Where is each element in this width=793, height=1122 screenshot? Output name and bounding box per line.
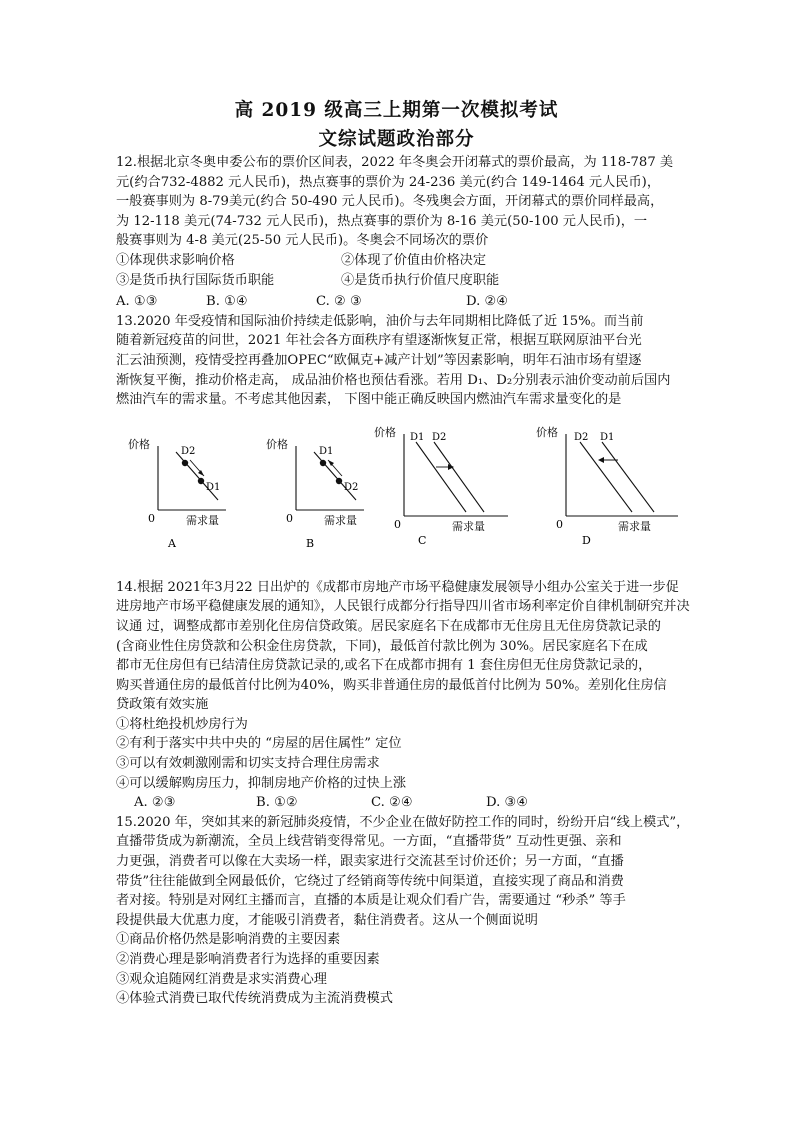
y-axis-label: 价格: [374, 425, 396, 439]
origin-label: 0: [286, 511, 293, 525]
y-axis-label: 价格: [128, 437, 150, 451]
y-axis-label: 价格: [536, 425, 558, 439]
answer-options: [116, 292, 686, 312]
question-line: 15.2020 年，突如其来的新冠肺炎疫情，不少企业在做好防控工作的同时，纷纷开启“线上模式”，: [116, 814, 690, 830]
question-12: [116, 153, 686, 312]
question-line: 14.根据 2021年3月22 日出炉的《成都市房地产市场平稳健康发展领导小组办公室关于进一步促: [116, 579, 679, 595]
graph-c[interactable]: [370, 420, 510, 550]
y-axis-label: 价格: [266, 437, 288, 451]
graph-letter: C: [418, 533, 427, 547]
option-b[interactable]: B. ①②: [256, 795, 298, 811]
x-axis-label: 需求量: [324, 513, 357, 527]
question-line: (含商业性住房贷款和公积金住房贷款，下同)，最低首付款比例为 30%。居民家庭名下在成: [116, 638, 648, 654]
curve-label: D2: [432, 431, 447, 443]
question-line: 渐恢复平衡，推动价格走高， 成品油价格也预估看涨。若用 D₁、D₂分别表示油价变动前后国内: [116, 372, 671, 388]
option-d[interactable]: D. ②④: [466, 294, 509, 310]
option-a[interactable]: A. ①③: [116, 294, 158, 310]
statement: ④可以缓解购房压力，抑制房地产价格的过快上涨: [116, 775, 407, 791]
graph-d[interactable]: [530, 420, 680, 550]
exam-body: [116, 153, 690, 1009]
question-line: 汇云油预测，疫情受控再叠加OPEC“欧佩克+减产计划”等因素影响，明年石油市场有望逐: [116, 352, 642, 368]
statement: ①将杜绝投机炒房行为: [116, 716, 248, 732]
question-line: 段提供最大优惠力度，才能吸引消费者，黏住消费者。这从一个侧面说明: [116, 912, 538, 928]
question-line: 随着新冠疫苗的问世，2021 年社会各方面秩序有望逐渐恢复正常，根据互联网原油平台光: [116, 333, 642, 349]
statement-row: [116, 271, 686, 291]
statement: ①体现供求影响价格: [116, 252, 235, 268]
question-line: 进房地产市场平稳健康发展的通知》，人民银行成都分行指导四川省市场利率定价自律机制研究并决: [116, 599, 690, 615]
question-line: 购买普通住房的最低首付比例为40%，购买非普通住房的最低首付比例为 50%。差别化住房信: [116, 677, 667, 693]
point-d1: [320, 460, 326, 466]
question-line: 12.根据北京冬奥申委公布的票价区间表，2022 年冬奥会开闭幕式的票价最高，为 118-787 美: [116, 155, 674, 170]
graph-b[interactable]: [266, 432, 376, 550]
point-d2: [336, 478, 342, 484]
curve-label: D2: [574, 431, 589, 443]
option-b[interactable]: B. ①④: [206, 294, 248, 310]
curve-label: D1: [319, 445, 334, 457]
question-line: 13.2020 年受疫情和国际油价持续走低影响，油价与去年同期相比降低了近 15%。而当前: [116, 313, 644, 329]
curve-label: D2: [344, 481, 359, 493]
exam-title: 高 2019 级高三上期第一次模拟考试: [234, 100, 559, 121]
graph-a[interactable]: [128, 432, 238, 550]
option-a[interactable]: A. ②③: [134, 795, 176, 811]
statement-row: [116, 251, 686, 271]
option-c[interactable]: C. ② ③: [316, 294, 362, 310]
demand-graphs: [116, 420, 686, 570]
curve-label: D2: [181, 445, 196, 457]
question-line: 带货”往往能做到全网最低价，它绕过了经销商等传统中间渠道，直接实现了商品和消费: [116, 873, 624, 889]
demand-curve-d2: [580, 442, 632, 512]
question-line: 一般赛事则为 8-79美元(约合 50-490 元人民币)。冬残奥会方面，开闭幕式的票价同样最高，: [116, 194, 664, 210]
question-line: 直播带货成为新潮流，全员上线营销变得常见。一方面，“直播带货” 互动性更强、亲和: [116, 834, 622, 850]
x-axis-label: 需求量: [452, 519, 485, 533]
arrow-head: [598, 457, 604, 463]
answer-options: [116, 793, 686, 813]
statement: ④是货币执行价值尺度职能: [341, 272, 500, 288]
graph-letter: B: [306, 536, 315, 550]
question-line: 贷政策有效实施: [116, 697, 209, 713]
point-d1: [198, 478, 204, 484]
question-14: [116, 578, 690, 813]
question-line: 都市无住房但有已结清住房贷款记录的,或名下在成都市拥有 1 套住房但无住房贷款记录的，: [116, 658, 652, 674]
option-d[interactable]: D. ③④: [486, 795, 529, 811]
statement: ②有利于落实中共中央的 “房屋的居住属性” 定位: [116, 736, 402, 752]
statement: ①商品价格仍然是影响消费的主要因素: [116, 932, 341, 948]
option-c[interactable]: C. ②④: [371, 795, 413, 811]
point-d2: [182, 460, 188, 466]
graph-letter: A: [168, 536, 176, 550]
statement: ③可以有效刺激刚需和切实支持合理住房需求: [116, 756, 380, 772]
curve-label: D1: [600, 431, 615, 443]
graph-letter: D: [582, 533, 591, 547]
statement: ③是货币执行国际货币职能: [116, 272, 275, 288]
question-15: [116, 813, 690, 1009]
question-line: 者对接。特别是对网红主播而言，直播的本质是让观众们看广告，需要通过 “秒杀” 等手: [116, 893, 626, 909]
curve-label: D1: [410, 431, 425, 443]
statement: ②消费心理是影响消费者行为选择的重要因素: [116, 952, 380, 967]
exam-subtitle: 文综试题政治部分: [318, 129, 475, 150]
statement: ②体现了价值由价格决定: [341, 252, 487, 268]
question-13: [116, 312, 686, 570]
origin-label: 0: [148, 511, 155, 525]
curve-label: D1: [206, 481, 221, 493]
arrow-head: [328, 460, 334, 466]
origin-label: 0: [394, 517, 401, 531]
question-line: 燃油汽车的需求量。不考虑其他因素， 下图中能正确反映国内燃油汽车需求量变化的是: [116, 392, 622, 408]
question-line: 般赛事则为 4-8 美元(25-50 元人民币)。冬奥会不同场次的票价: [116, 233, 489, 249]
question-line: 为 12-118 美元(74-732 元人民币)，热点赛事的票价为 8-16 美元(50-100 元人民币)，一: [116, 213, 648, 229]
statement: ④体验式消费已取代传统消费成为主流消费模式: [116, 991, 393, 1007]
question-line: 议通 过，调整成都市差别化住房信贷政策。居民家庭名下在成都市无住房且无住房贷款记录的: [116, 618, 661, 634]
x-axis-label: 需求量: [618, 519, 651, 533]
statement: ③观众追随网红消费是求实消费心理: [116, 971, 327, 987]
arrow-head: [198, 470, 204, 476]
demand-curve-d1: [602, 442, 654, 512]
question-line: 力更强，消费者可以像在大卖场一样，跟卖家进行交流甚至讨价还价；另一方面，“直播: [116, 854, 624, 870]
origin-label: 0: [556, 517, 563, 531]
x-axis-label: 需求量: [186, 513, 219, 527]
question-line: 元(约合732-4882 元人民币)，热点赛事的票价为 24-236 美元(约合 149-1464 元人民币)，: [116, 174, 661, 190]
